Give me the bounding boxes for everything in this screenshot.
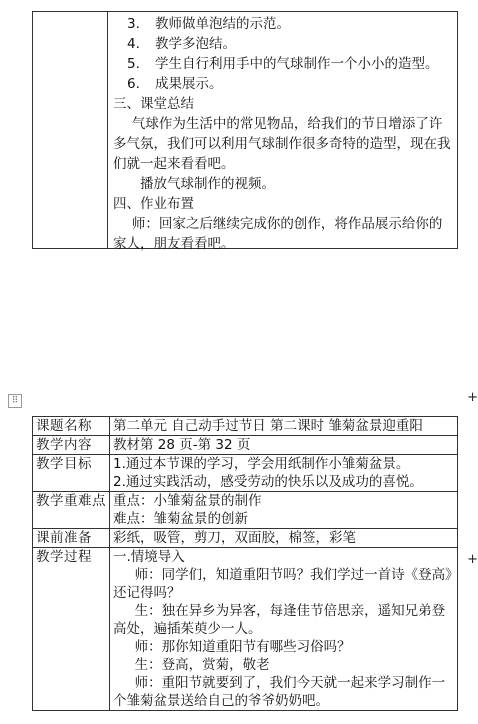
- table-row: [33, 492, 458, 529]
- add-column-plus-icon[interactable]: +: [467, 390, 478, 405]
- cell-content-value[interactable]: 教材第 28 页-第 32 页: [110, 436, 458, 455]
- dialogue-line: 师：重阳节就要到了，我们今天就一起来学习制作一个雏菊盆景送给自己的爷爷奶奶吧。: [113, 675, 446, 709]
- table-row: [33, 417, 458, 436]
- step-item: [113, 54, 451, 74]
- table-row: [33, 548, 458, 711]
- step-number: 4.: [127, 36, 140, 52]
- cell-prep-label[interactable]: 课前准备: [33, 529, 110, 548]
- cell-title-value[interactable]: 第二单元 自己动手过节日 第二课时 雏菊盆景迎重阳: [110, 417, 458, 436]
- cell-process-value[interactable]: [110, 548, 458, 711]
- step-item: [113, 14, 451, 34]
- cell-keypoints-label[interactable]: 教学重难点: [33, 492, 110, 529]
- cell-title-label[interactable]: 课题名称: [33, 417, 110, 436]
- cell-keypoints-value[interactable]: [110, 492, 458, 529]
- table-row: [33, 455, 458, 492]
- goal-line: 2.通过实践活动，感受劳动的快乐以及成功的喜悦。: [113, 474, 423, 490]
- step-number: 3.: [127, 16, 140, 32]
- dialogue-line: 师：同学们，知道重阳节吗？我们学过一首诗《登高》还记得吗？: [113, 567, 452, 601]
- step-number: 6.: [127, 76, 140, 92]
- cell-content-label[interactable]: 教学内容: [33, 436, 110, 455]
- video-line: 播放气球制作的视频。: [140, 176, 275, 192]
- step-text: 学生自行利用手中的气球制作一个小小的造型。: [155, 56, 439, 72]
- summary-text: 气球作为生活中的常见物品，给我们的节日增添了许多气氛，我们可以利用气球制作很多奇特的造型，现在我们就一起来看看吧。: [113, 116, 451, 172]
- table-row: [33, 436, 458, 455]
- step-number: 5.: [127, 56, 140, 72]
- step-item: [113, 74, 451, 94]
- homework-text: 师：回家之后继续完成你的创作，将作品展示给你的家人，朋友看看吧。: [113, 216, 443, 252]
- cell-goals-label[interactable]: 教学目标: [33, 455, 110, 492]
- table-row: [33, 529, 458, 548]
- lesson-table-continued: [32, 11, 458, 252]
- lesson-steps-cell[interactable]: [113, 14, 451, 254]
- step-text: 成果展示。: [155, 76, 223, 92]
- step-text: 教师做单泡结的示范。: [155, 16, 290, 32]
- keypoint-line: 难点：雏菊盆景的创新: [113, 511, 248, 527]
- dialogue-line: 生：登高，赏菊，敬老: [134, 657, 270, 673]
- cell-process-label[interactable]: 教学过程: [33, 548, 110, 711]
- goal-line: 1.通过本节课的学习，学会用纸制作小雏菊盆景。: [113, 456, 410, 472]
- column-divider: [107, 12, 108, 248]
- cell-prep-value[interactable]: 彩纸，吸管，剪刀，双面胶，棉签，彩笔: [110, 529, 458, 548]
- lesson-plan-table: [32, 416, 458, 711]
- step-item: [113, 34, 451, 54]
- summary-heading: 三、课堂总结: [113, 96, 194, 112]
- homework-heading: 四、作业布置: [113, 196, 194, 212]
- process-heading: 一.情境导入: [113, 549, 185, 565]
- dialogue-line: 师：那你知道重阳节有哪些习俗吗？: [134, 639, 351, 655]
- cell-goals-value[interactable]: [110, 455, 458, 492]
- table-move-handle-icon[interactable]: ⠿: [8, 394, 22, 408]
- add-row-plus-icon[interactable]: +: [467, 552, 478, 567]
- dialogue-line: 生：独在异乡为异客，每逢佳节倍思亲，遥知兄弟登高处，遍插茱萸少一人。: [113, 603, 446, 637]
- step-text: 教学多泡结。: [155, 36, 236, 52]
- keypoint-line: 重点：小雏菊盆景的制作: [113, 493, 262, 509]
